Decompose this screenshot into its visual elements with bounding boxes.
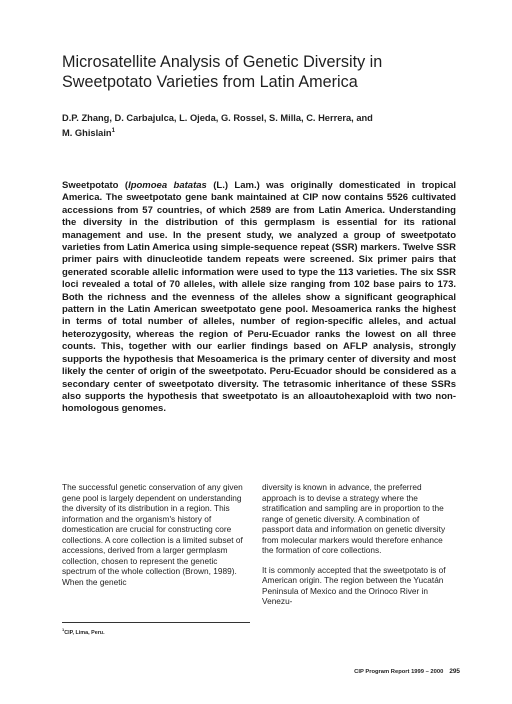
- paper-title: [62, 52, 462, 92]
- footnote: [62, 627, 105, 636]
- footnote-mark: 1: [62, 627, 65, 632]
- footer-report-title: CIP Program Report 1999 – 2000: [354, 669, 444, 675]
- abstract: [62, 180, 456, 416]
- authors-line-2: [62, 125, 442, 140]
- footnote-text: CIP, Lima, Peru.: [64, 629, 105, 636]
- body-column-left: [62, 482, 250, 596]
- title-line-2: Sweetpotato Varieties from Latin America: [62, 73, 358, 91]
- authors-line-1: D.P. Zhang, D. Carbajulca, L. Ojeda, G. Rossel, S. Milla, C. Herrera, and: [62, 113, 373, 123]
- footnote-divider: [62, 622, 250, 623]
- abstract-lead: Sweetpotato (: [62, 180, 129, 191]
- running-footer: [354, 668, 460, 675]
- authors-last: M. Ghislain: [62, 128, 112, 139]
- author-list: [62, 112, 442, 140]
- abstract-species-name: Ipomoea batatas: [128, 180, 207, 191]
- body-column-right: [262, 482, 452, 616]
- title-line-1: Microsatellite Analysis of Genetic Diversity in: [62, 53, 383, 71]
- body-paragraph: It is commonly accepted that the sweetpotato is of American origin. The region between the Yucatán Peninsula of Mexico and the Orinoco River in Venezu-: [262, 564, 446, 606]
- page-number: 295: [449, 668, 460, 675]
- author-affiliation-mark: 1: [111, 128, 115, 134]
- abstract-body: (L.) Lam.) was originally domesticated in tropical America. The sweetpotato gene bank maintained at CIP now contains 5526 cultivated accessions from 57 countries, of which 2589 are from Latin America. Understanding the diversity in the distribution of this germplasm is essential for its rational management and use. In the present study, we analyzed a group of sweetpotato varieties from Latin America using simple-sequence repeat (SSR) markers. Twelve SSR primer pairs with dinucleotide tandem repeats were screened. Six primer pairs that generated scorable allelic information were used to type the 113 varieties. The six SSR loci revealed a total of 70 alleles, with allele size ranging from 102 base pairs to 173. Both the richness and the evenness of the alleles show a significant geographical pattern in the Latin American sweetpotato gene pool. Mesoamerica ranks the highest in terms of total number of alleles, number of region-specific alleles, and actual heterozygosity, whereas the region of Peru-Ecuador ranks the lowest on all three counts. This, together with our earlier findings based on AFLP analysis, strongly supports the hypothesis that Mesoamerica is the primary center of diversity and most likely the center of origin of the sweetpotato. Peru-Ecuador should be considered as a secondary center of sweetpotato diversity. The tetrasomic inheritance of these SSRs also supports the hypothesis that sweetpotato is an alloautohexaploid with two non-homologous genomes.: [62, 180, 457, 415]
- body-paragraph: The successful genetic conservation of any given gene pool is largely dependent on understanding the diversity of its distribution in a region. This information and the organism's history of domestication are crucial for constructing core collections. A core collection is a limited subset of accessions, derived from a larger germplasm collection, chosen to represent the genetic spectrum of the whole collection (Brown, 1989). When the genetic: [62, 482, 243, 587]
- body-paragraph: diversity is known in advance, the preferred approach is to devise a strategy where the stratification and sampling are in proportion to the range of genetic diversity. A combination of passport data and information on genetic diversity from molecular markers would therefore enhance the formation of core collections.: [262, 482, 446, 555]
